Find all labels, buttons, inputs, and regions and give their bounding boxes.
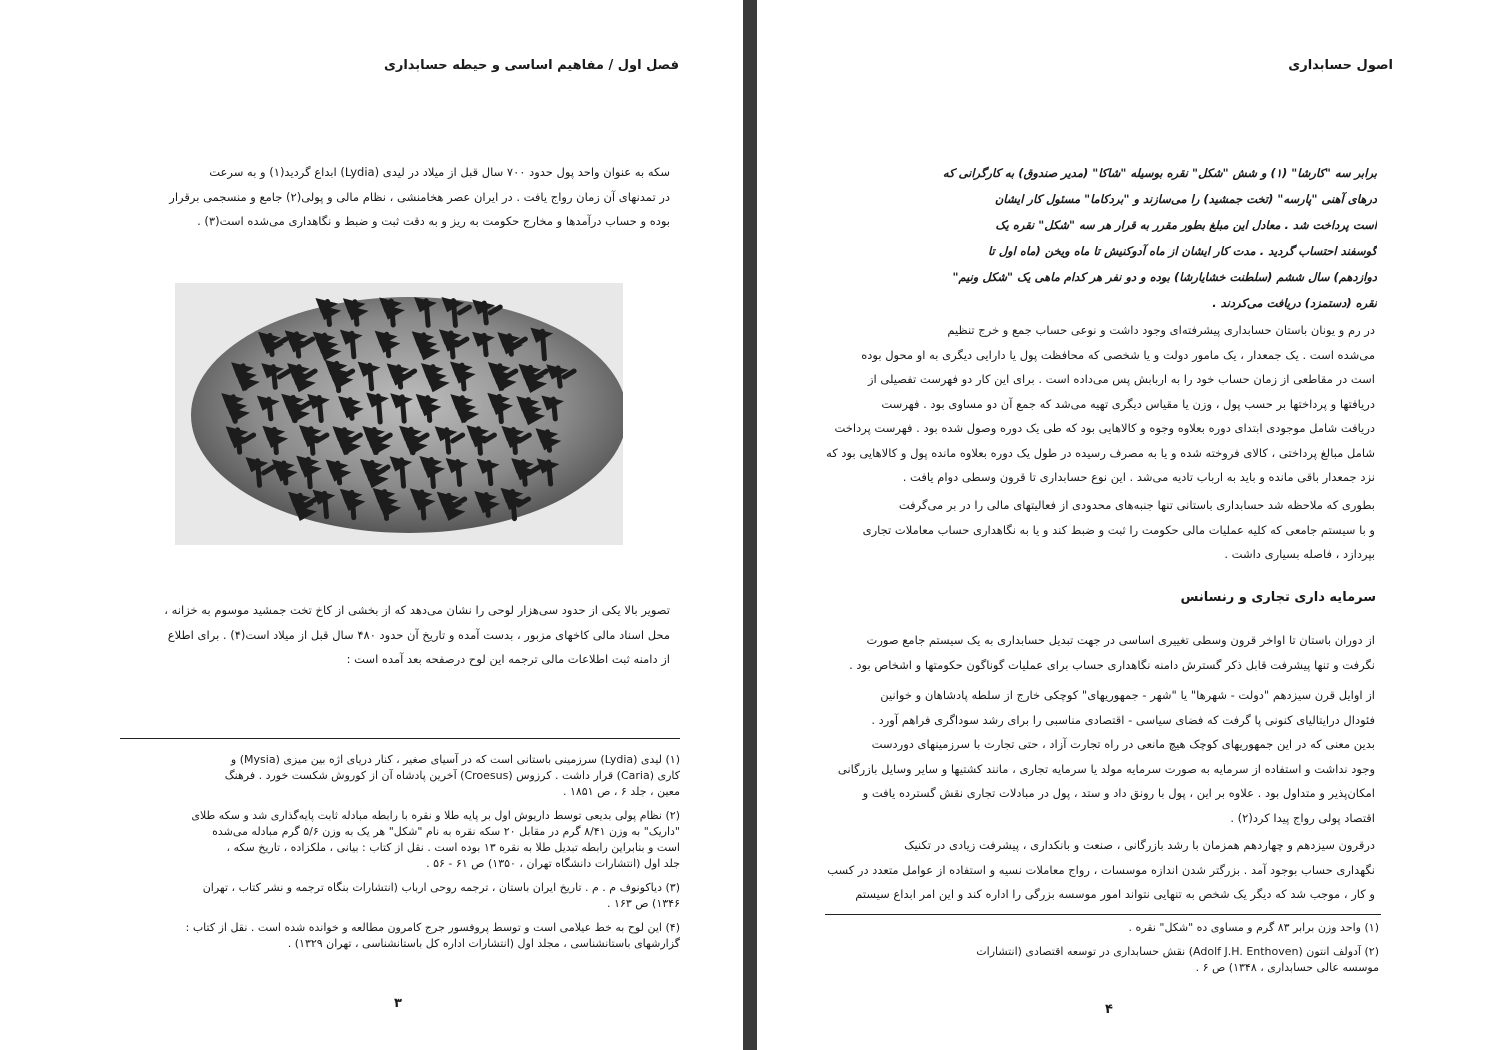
footnote-line: کاری (Caria) قرار داشت . کرزوس (Croesus) آخرین پادشاه آن از کوروش شکست خورد . فرهنگ — [224, 769, 680, 782]
footnote-divider — [120, 738, 680, 739]
text-line: بدین معنی که در این جمهوریهای کوچک هیچ مانعی در راه تجارت آزاد ، حتی تجارت با سرزمینهای دوردست — [871, 737, 1375, 751]
footnote-line: (۱) لیدی (Lydia) سرزمینی باستانی است که در آسیای صغیر ، کنار دریای اژه بین میزی (Mysia) و — [230, 753, 680, 766]
photo-caption — [82, 598, 670, 672]
text-line: است پرداخت شد . معادل این مبلغ بطور مقرر به قرار هر سه "شکل" نقره یک — [995, 218, 1377, 232]
thirteenth-century-paragraph — [819, 683, 1375, 830]
intro-paragraph — [82, 160, 670, 234]
footnote — [865, 944, 1379, 976]
fourteenth-century-paragraph — [819, 833, 1375, 907]
text-line: گوسفند احتساب گردید . مدت کار ایشان از ماه آدوکنیش تا ماه ویخن (ماه اول تا — [988, 244, 1377, 258]
left-footnotes — [82, 752, 680, 960]
text-line: امکان‌پذیر و متداول بود . علاوه بر این ، پول با رونق داد و ستد ، پول در مبادلات تجاری نقش گسترده یافت و — [862, 786, 1375, 800]
footnote-line: (۲) آدولف انتون (Adolf J.H. Enthoven) نقش حسابداری در توسعه اقتصادی (انتشارات — [976, 945, 1379, 958]
text-line: از دامنه ثبت اطلاعات مالی ترجمه این لوح درصفحه بعد آمده است : — [346, 652, 670, 666]
text-line: سکه به عنوان واحد پول حدود ۷۰۰ سال قبل از میلاد در لیدی (Lydia) ابداع گردید(۱) و به سرعت — [209, 165, 670, 179]
footnote-line: جلد اول (انتشارات دانشگاه تهران ، ۱۳۵۰) ص ۶۱ - ۵۶ . — [426, 857, 680, 870]
text-line: از اوایل قرن سیزدهم "دولت - شهرها" یا "شهر - جمهوریهای" کوچکی خارج از سلطه پادشاهان و خوانین — [880, 688, 1375, 702]
text-line: دریافتها و پرداختها بر حسب پول ، وزن یا مقیاس دیگری تهیه می‌شد که جمع آن دو مساوی بود . فهرست — [881, 396, 1375, 411]
footnote-divider — [825, 914, 1381, 915]
text-line: نگهداری حساب بوجود آمد . بزرگتر شدن اندازه موسسات ، رواج معاملات نسیه و استفاده از عوامل متعدد در کسب — [827, 862, 1375, 877]
text-line: درهای آهنی "پارسه" (تخت جمشید) را می‌سازند و "بردکاما" مسئول کار ایشان — [994, 192, 1377, 206]
footnote-line: (۳) دیاکونوف م . م . تاریخ ایران باستان ، ترجمه روحی ارباب (انتشارات بنگاه ترجمه و نشر کتاب ، تهران — [202, 881, 680, 894]
text-line: برابر سه "کارشا" (۱) و شش "شکل" نقره بوسیله "شاکا" (مدیر صندوق) به کارگرانی که — [942, 166, 1377, 180]
footnote-line: (۱) واحد وزن برابر ۸۳ گرم و مساوی ده "شکل" نقره . — [1128, 921, 1379, 934]
text-line: شامل مبالغ پرداختی ، کالای فروخته شده و یا به مصرف رسیده در طول یک دوره بعلاوه مانده پول و کالاهایی بود که — [826, 445, 1375, 460]
book-gutter — [743, 0, 757, 1050]
text-line: درقرون سیزدهم و چهاردهم همزمان با رشد بازرگانی ، صنعت و بانکداری ، پیشرفت زیادی در تکنیک — [904, 838, 1375, 852]
footnote-line: ۱۳۴۶) ص ۱۶۳ . — [607, 897, 680, 910]
text-line: بوده و حساب درآمدها و مخارج حکومت به ریز و به دقت ثبت و ضبط و نگاهداری می‌شده است(۳) . — [197, 214, 670, 228]
text-line: از دوران باستان تا اواخر قرون وسطی تغییری اساسی در جهت تبدیل حسابداری به یک سیستم جامع صورت — [866, 633, 1375, 647]
text-line: در تمدنهای آن زمان رواج یافت . در ایران عصر هخامنشی ، نظام مالی و پولی(۲) جامع و منسجمی برقرار — [169, 189, 670, 204]
text-line: در رم و یونان باستان حسابداری پیشرفته‌ای وجود داشت و نوعی حساب جمع و خرج تنظیم — [947, 323, 1375, 337]
text-line: و کار ، موجب شد که دیگر یک شخص به تنهایی نتواند امور موسسه بزرگی را اداره کند و این امر ابداع سیستم — [855, 887, 1375, 901]
page-number: ۳ — [394, 996, 402, 1011]
footnote-line: (۲) نظام پولی بدیعی توسط داریوش اول بر پایه طلا و نقره با رابطه مبادله ثابت پایه‌گذاری شد و سکه طلای — [191, 809, 680, 822]
text-line: دوازدهم) سال ششم (سلطنت خشایارشا) بوده و دو نفر هر کدام ماهی یک "شکل ونیم" — [952, 270, 1377, 284]
text-line: می‌شده است . یک جمعدار ، یک مامور دولت و یا شخصی که محافظت پول یا دارایی دیگری به او محول بوده — [861, 347, 1375, 362]
text-line: نزد جمعدار باقی مانده و باید به ارباب تادیه می‌شد . این نوع حسابداری تا قرون وسطی دوام یافت . — [902, 470, 1375, 484]
footnote — [82, 880, 680, 912]
ancient-to-medieval-paragraph — [819, 628, 1375, 677]
text-line: نگرفت و تنها پیشرفت قابل ذکر گسترش دامنه نگاهداری حساب برای عملیات گوناگون حکومتها و اشخاص بود . — [849, 657, 1375, 672]
text-line: بپردازد ، فاصله بسیاری داشت . — [1224, 547, 1375, 561]
tablet-translation — [877, 160, 1377, 316]
footnote-line: "داریک" به وزن ۸/۴۱ گرم در مقابل ۲۰ سکه نقره به نام "شکل" هر یک به وزن ۵/۶ گرم مبادله می‌شده — [212, 825, 680, 838]
footnote-line: است و بنابراین رابطه تبدیل طلا به نقره ۱۳ بوده است . نقل از کتاب : بیانی ، ملکزاده ، تاریخ سکه ، — [226, 841, 680, 854]
text-line: تصویر بالا یکی از حدود سی‌هزار لوحی را نشان می‌دهد که از بخشی از کاخ تخت جمشید موسوم به خزانه ، — [164, 603, 670, 617]
text-line: دریافت شامل موجودی ابتدای دوره بعلاوه وجوه و کالاهایی بود که طی یک دوره وصول شده بود . فهرست پرداخت — [834, 421, 1375, 435]
footnote-line: موسسه عالی حسابداری ، ۱۳۴۸) ص ۶ . — [1195, 961, 1379, 974]
limited-accounting-paragraph — [819, 493, 1375, 567]
footnote-line: معین ، جلد ۶ ، ص ۱۸۵۱ . — [562, 785, 680, 798]
text-line: محل اسناد مالی کاخهای مزبور ، بدست آمده و تاریخ آن حدود ۴۸۰ سال قبل از میلاد است(۴) . برای اطلاع — [167, 627, 670, 642]
right-page-header: اصول حسابداری — [1288, 58, 1393, 73]
left-page — [0, 0, 743, 1050]
right-footnotes — [865, 920, 1379, 984]
footnote-line: گزارشهای باستانشناسی ، مجلد اول (انتشارات اداره کل باستانشناسی ، تهران ۱۳۲۹) . — [287, 937, 680, 950]
footnote — [82, 808, 680, 872]
right-page — [757, 0, 1501, 1050]
text-line: وجود نداشت و استفاده از سرمایه به صورت سرمایه مولد یا سرمایه تجاری ، مانند کشتیها و سایر وسایل بازرگانی — [837, 761, 1375, 776]
text-line: بطوری که ملاحظه شد حسابداری باستانی تنها جنبه‌های محدودی از فعالیتهای مالی را در بر می‌گرفت — [898, 498, 1375, 512]
footnote — [865, 920, 1379, 936]
left-page-header: فصل اول / مفاهیم اساسی و حیطه حسابداری — [383, 58, 679, 73]
footnote — [82, 752, 680, 800]
footnote — [82, 920, 680, 952]
footnote-line: (۴) این لوح به خط عیلامی است و توسط پروفسور جرج کامرون مطالعه و خوانده شده است . نقل از کتاب : — [185, 921, 680, 934]
text-line: فئودال درایتالیای کنونی پا گرفت که فضای سیاسی - اقتصادی مناسبی را برای رشد سوداگری فراهم آورد . — [871, 712, 1375, 727]
page-number: ۴ — [1105, 1002, 1113, 1017]
text-line: اقتصاد پولی رواج پیدا کرد(۲) . — [1230, 810, 1375, 825]
text-line: نقره (دستمزد) دریافت می‌کردند . — [1212, 296, 1377, 310]
text-line: و با سیستم جامعی که کلیه عملیات مالی حکومت را ثبت و ضبط کند و یا به نگاهداری حساب معاملات تجاری — [862, 522, 1375, 537]
section-title: سرمایه داری تجاری و رنسانس — [1180, 590, 1376, 605]
text-line: است در مقاطعی از زمان حساب خود را به اربابش پس می‌داده است . برای این کار دو فهرست تفصیلی از — [867, 372, 1375, 386]
clay-tablet-photo — [175, 283, 623, 545]
rome-greece-paragraph — [819, 318, 1375, 490]
